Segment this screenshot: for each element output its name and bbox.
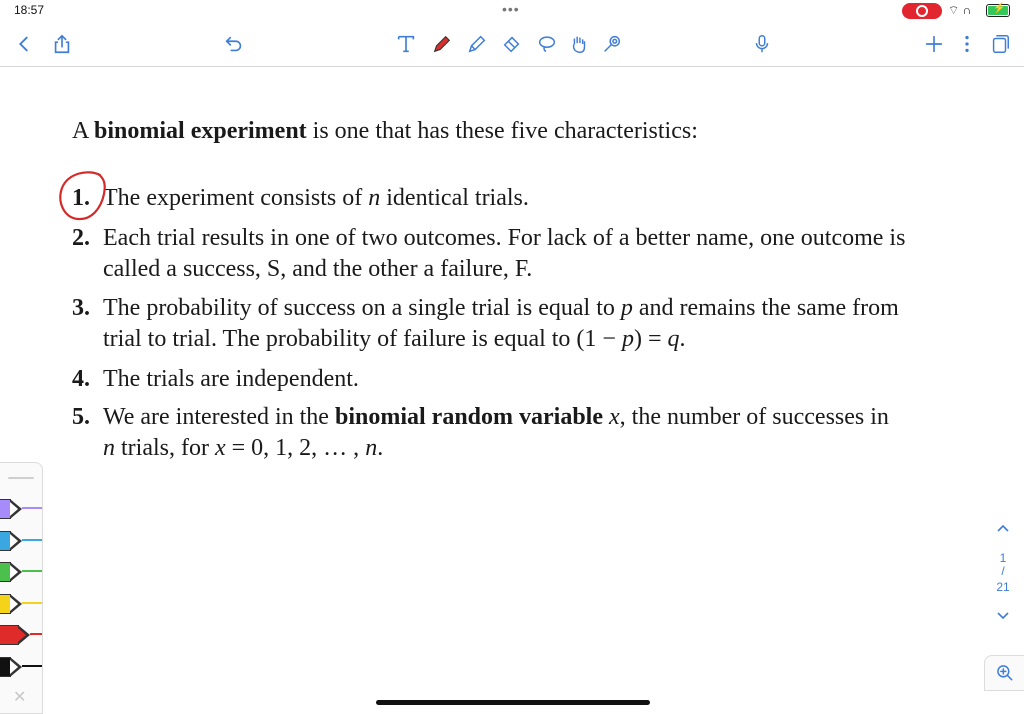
home-indicator[interactable] bbox=[376, 700, 650, 705]
lasso-icon[interactable] bbox=[535, 32, 559, 56]
add-icon[interactable] bbox=[922, 32, 946, 56]
multitask-dots-icon[interactable]: ••• bbox=[502, 1, 520, 17]
pen-swatch-black[interactable] bbox=[0, 655, 42, 677]
microphone-icon[interactable] bbox=[750, 32, 774, 56]
page-separator: / bbox=[1001, 564, 1005, 578]
status-time: 18:57 bbox=[14, 3, 45, 17]
chevron-down-icon[interactable] bbox=[995, 610, 1011, 622]
laser-icon[interactable] bbox=[600, 32, 624, 56]
pen-swatch-red[interactable] bbox=[0, 623, 42, 645]
item-number: 2. bbox=[72, 225, 90, 251]
back-icon[interactable] bbox=[12, 32, 36, 56]
item-number: 5. bbox=[72, 404, 90, 430]
eraser-icon[interactable] bbox=[500, 32, 524, 56]
toolbar bbox=[0, 22, 1024, 67]
chevron-up-icon[interactable] bbox=[995, 522, 1011, 534]
pen-swatch-yellow[interactable] bbox=[0, 592, 42, 614]
pen-icon[interactable] bbox=[430, 32, 454, 56]
highlighter-icon[interactable] bbox=[465, 32, 489, 56]
zoom-icon[interactable] bbox=[984, 655, 1024, 691]
list-item-3: 3. The probability of success on a single trial is equal to p and remains the same from trial to trial. The probability of failure is equal to (1 − p) = q. bbox=[72, 295, 899, 352]
palette-grip[interactable] bbox=[8, 477, 34, 479]
status-bar bbox=[0, 0, 1024, 22]
pen-swatch-blue[interactable] bbox=[0, 529, 42, 551]
item-number: 3. bbox=[72, 295, 90, 321]
text-tool-icon[interactable] bbox=[394, 32, 418, 56]
pen-swatch-purple[interactable] bbox=[0, 497, 42, 519]
share-icon[interactable] bbox=[50, 32, 74, 56]
close-icon[interactable]: ✕ bbox=[13, 689, 27, 706]
pen-swatch-green[interactable] bbox=[0, 560, 42, 582]
intro-sentence: A binomial experiment is one that has these five characteristics: bbox=[72, 118, 698, 144]
page-navigator bbox=[988, 518, 1018, 628]
battery-icon: ⚡ bbox=[986, 4, 1010, 17]
hand-icon[interactable] bbox=[567, 32, 591, 56]
pen-palette bbox=[0, 462, 43, 714]
current-page: 1 bbox=[999, 551, 1007, 565]
list-item-4: 4. The trials are independent. bbox=[72, 364, 992, 395]
pages-icon[interactable] bbox=[988, 32, 1012, 56]
item-number: 1. bbox=[72, 185, 90, 211]
item-number: 4. bbox=[72, 366, 90, 392]
total-pages: 21 bbox=[996, 580, 1010, 594]
intro-bold-term: binomial experiment bbox=[94, 118, 307, 144]
more-icon[interactable] bbox=[955, 32, 979, 56]
undo-icon[interactable] bbox=[222, 32, 246, 56]
list-item-5: 5. We are interested in the binomial random variable x, the number of successes in n trials, for x = 0, 1, 2, … , n. bbox=[72, 404, 889, 461]
list-item-1: 1. The experiment consists of n identical trials. bbox=[72, 183, 992, 214]
wifi-headphones-icon: ⌔ ∩ bbox=[948, 3, 972, 17]
screen-recording-icon[interactable] bbox=[902, 3, 942, 19]
list-item-2: 2. Each trial results in one of two outcomes. For lack of a better name, one outcome is called a success, S, and the other a failure, F. bbox=[72, 225, 906, 282]
